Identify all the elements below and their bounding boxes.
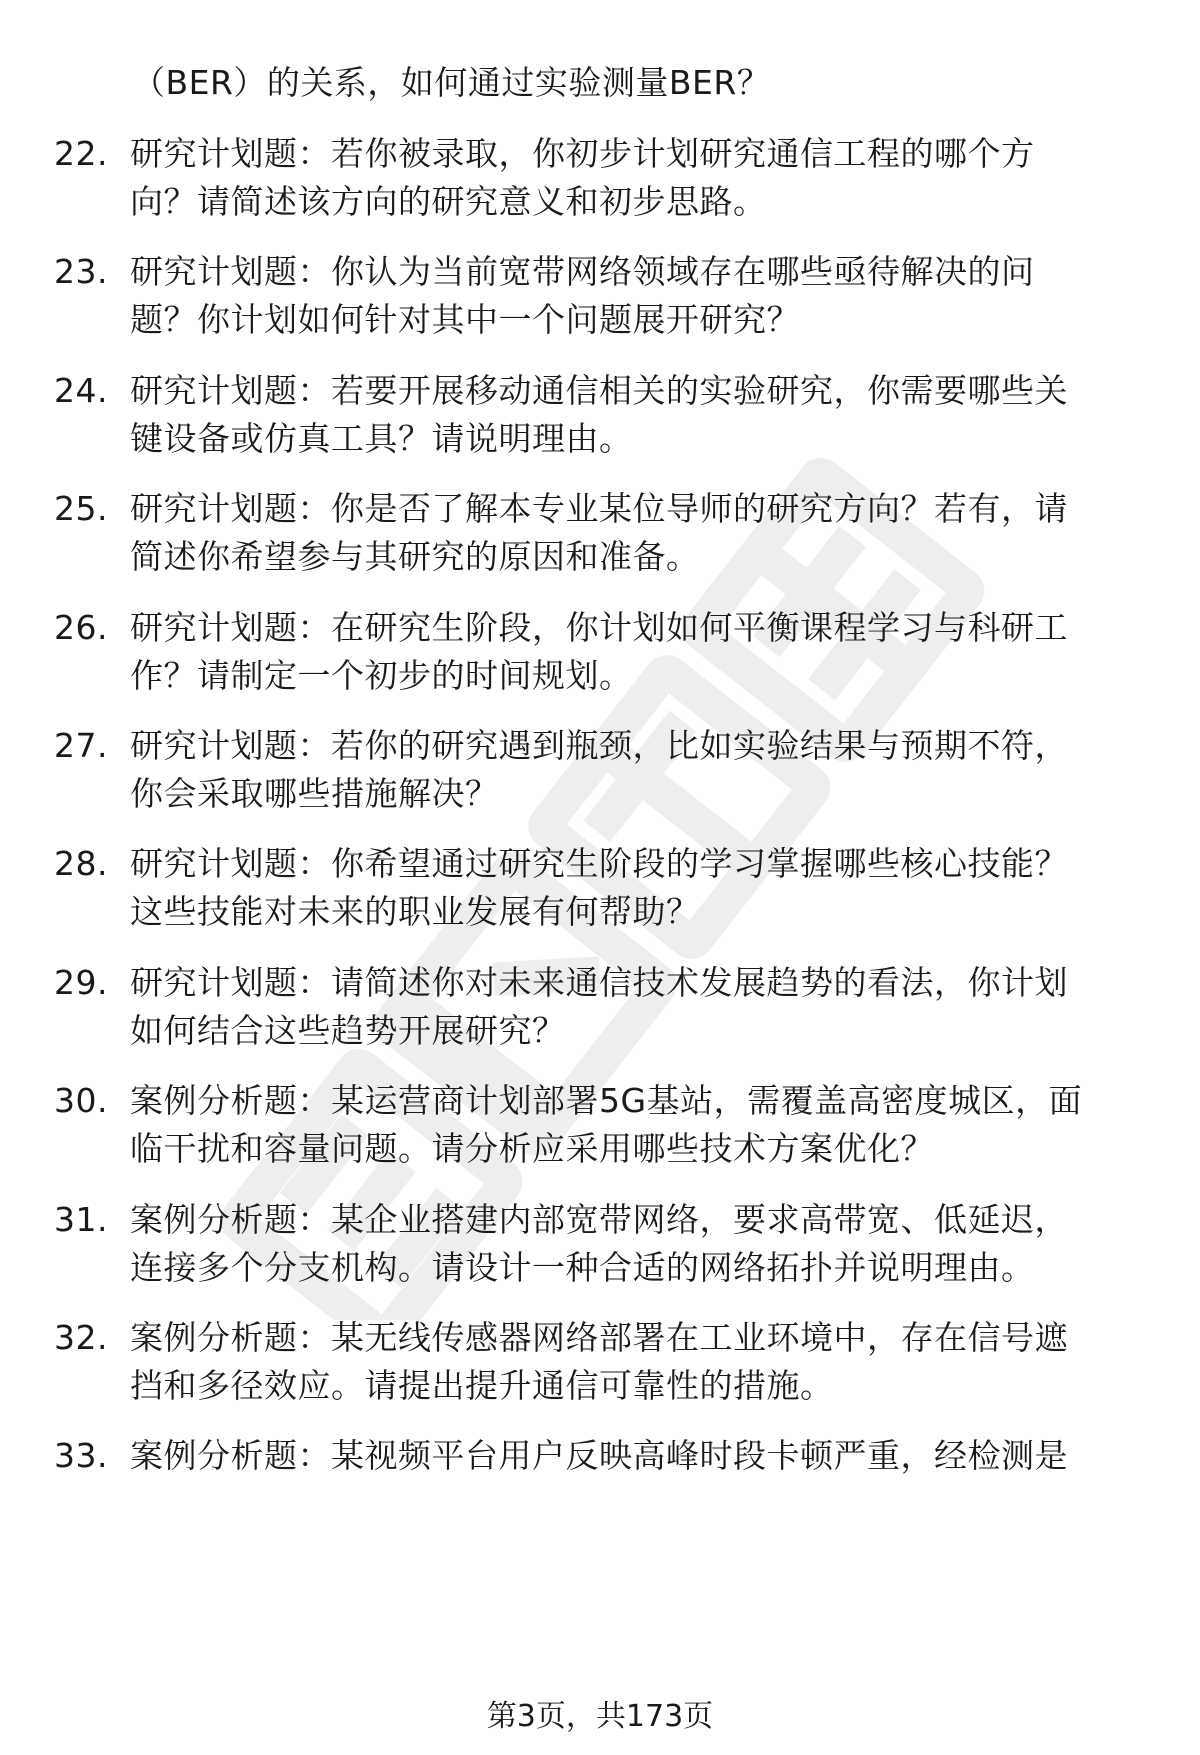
question-text-line: 简述你希望参与其研究的原因和准备。 [130,537,700,577]
question-text-line: 键设备或仿真工具？请说明理由。 [130,418,633,458]
question-number: 24. [54,370,108,410]
question-number: 28. [54,844,108,884]
question-text-line: 研究计划题：你是否了解本专业某位导师的研究方向？若有，请 [130,489,1068,529]
question-text-line: 研究计划题：你希望通过研究生阶段的学习掌握哪些核心技能？ [130,844,1068,884]
question-item [0,1077,1200,1173]
question-item [0,722,1200,818]
question-text-line: 研究计划题：若你的研究遇到瓶颈，比如实验结果与预期不符， [130,726,1068,765]
question-number: 30. [54,1081,108,1121]
question-number: 22. [54,134,108,173]
question-item [0,485,1200,581]
question-item [0,1314,1200,1410]
page-footer: 第3页，共173页 [486,1699,714,1734]
question-text-line: 研究计划题：若你被录取，你初步计划研究通信工程的哪个方 [130,134,1035,173]
question-text-line: 案例分析题：某无线传感器网络部署在工业环境中，存在信号遮 [130,1318,1068,1357]
question-text-line: 这些技能对未来的职业发展有何帮助？ [130,892,700,932]
question-item [0,840,1200,936]
question-text-line: 案例分析题：某视频平台用户反映高峰时段卡顿严重，经检测是 [130,1436,1068,1476]
question-number: 27. [54,726,108,765]
question-number: 31. [54,1199,108,1239]
question-text-line: 作？请制定一个初步的时间规划。 [130,655,633,695]
question-item [0,367,1200,463]
question-number: 29. [54,962,108,1002]
question-item [0,959,1200,1055]
question-number: 25. [54,489,108,529]
question-text-line: 案例分析题：某企业搭建内部宽带网络，要求高带宽、低延迟， [130,1199,1068,1239]
question-text-line: 向？请简述该方向的研究意义和初步思路。 [130,182,767,221]
question-item [0,1196,1200,1292]
question-text-line: 你会采取哪些措施解决？ [130,774,499,813]
continuation-line: （BER）的关系，如何通过实验测量BER？ [132,63,771,102]
question-text-line: 临干扰和容量问题。请分析应采用哪些技术方案优化？ [130,1129,934,1169]
question-text-line: 研究计划题：在研究生阶段，你计划如何平衡课程学习与科研工 [130,607,1068,647]
question-text-line: 如何结合这些趋势开展研究？ [130,1010,566,1050]
question-text-line: 研究计划题：请简述你对未来通信技术发展趋势的看法，你计划 [130,962,1068,1002]
question-text-line: 题？你计划如何针对其中一个问题展开研究？ [130,300,800,340]
question-text-line: 案例分析题：某运营商计划部署5G基站，需覆盖高密度城区，面 [130,1081,1083,1121]
question-number: 33. [54,1436,108,1476]
question-item [0,1432,1200,1480]
question-item [0,604,1200,700]
question-text-line: 研究计划题：若要开展移动通信相关的实验研究，你需要哪些关 [130,370,1068,410]
question-item [0,248,1200,344]
question-number: 32. [54,1318,108,1357]
question-text-line: 挡和多径效应。请提出提升通信可靠性的措施。 [130,1366,834,1405]
question-text-line: 研究计划题：你认为当前宽带网络领域存在哪些亟待解决的问 [130,252,1035,292]
question-item [0,130,1200,226]
question-text-line: 连接多个分支机构。请设计一种合适的网络拓扑并说明理由。 [130,1247,1035,1287]
question-number: 23. [54,252,108,292]
question-number: 26. [54,607,108,647]
